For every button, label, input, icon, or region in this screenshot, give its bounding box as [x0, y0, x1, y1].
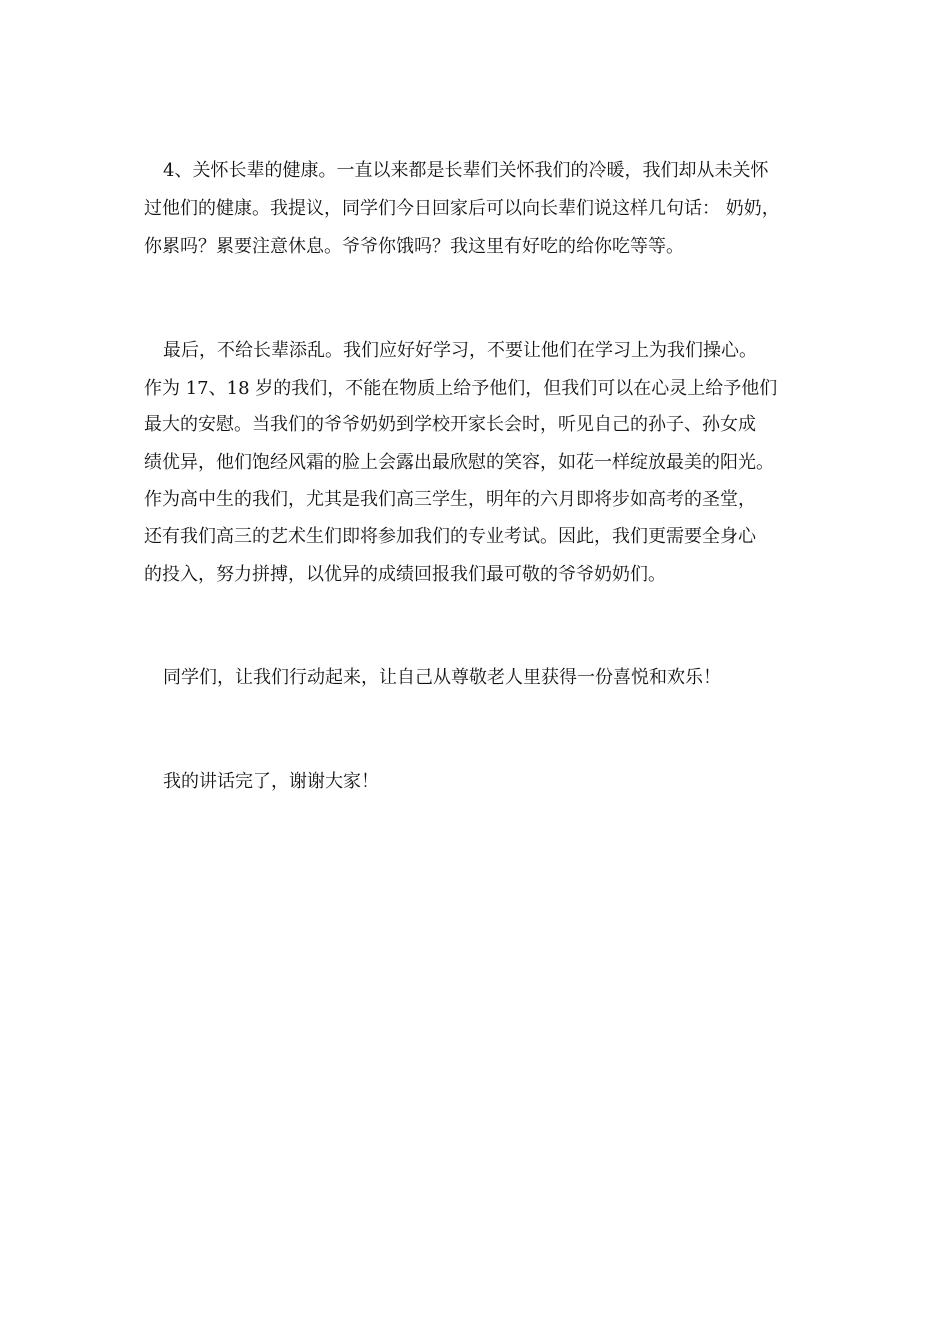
paragraph-1-line-3: 你累吗？累要注意休息。爷爷你饿吗？我这里有好吃的给你吃等等。	[144, 236, 684, 257]
paragraph-1-line-2: 过他们的健康。我提议，同学们今日回家后可以向长辈们说这样几句话： 奶奶，	[144, 198, 780, 219]
paragraph-1-line-1: 4、关怀长辈的健康。一直以来都是长辈们关怀我们的冷暖，我们却从未关怀	[163, 160, 769, 181]
paragraph-2-line-1: 最后，不给长辈添乱。我们应好好学习，不要让他们在学习上为我们操心。	[163, 340, 757, 361]
paragraph-2-line-6: 还有我们高三的艺术生们即将参加我们的专业考试。因此，我们更需要全身心	[144, 526, 756, 547]
paragraph-3-line-1: 同学们，让我们行动起来，让自己从尊敬老人里获得一份喜悦和欢乐！	[163, 667, 721, 688]
paragraph-2-line-4: 绩优异，他们饱经风霜的脸上会露出最欣慰的笑容，如花一样绽放最美的阳光。	[144, 452, 774, 473]
paragraph-2-line-7: 的投入，努力拼搏，以优异的成绩回报我们最可敬的爷爷奶奶们。	[144, 564, 666, 585]
paragraph-2-line-3: 最大的安慰。当我们的爷爷奶奶到学校开家长会时，听见自己的孙子、孙女成	[144, 414, 756, 435]
paragraph-2-line-2: 作为 17、18 岁的我们，不能在物质上给予他们，但我们可以在心灵上给予他们	[144, 378, 778, 399]
paragraph-2-line-5: 作为高中生的我们，尤其是我们高三学生，明年的六月即将步如高考的圣堂，	[144, 489, 756, 510]
paragraph-4-line-1: 我的讲话完了，谢谢大家！	[163, 771, 379, 792]
